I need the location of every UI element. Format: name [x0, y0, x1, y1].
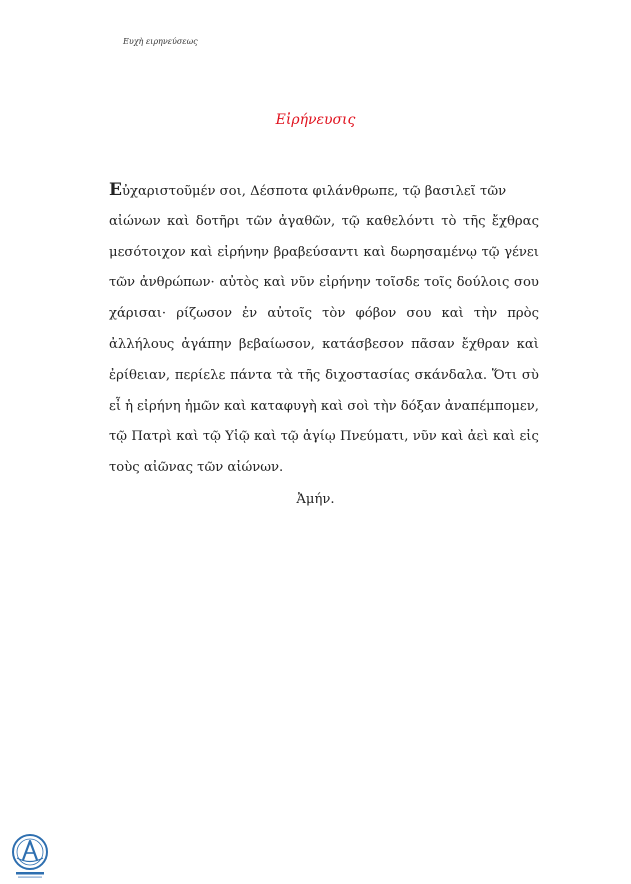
running-header: Ευχὴ ειρηνεύσεως — [123, 37, 198, 46]
prayer-line: ἐρίθειαν, περίελε πάντα τὰ τῆς διχοστασίας σκάνδαλα. Ὅτι σὺ — [109, 367, 539, 383]
prayer-line: μεσότοιχον καὶ εἰρήνην βραβεύσαντι καὶ δωρησαμένῳ τῷ γένει — [109, 244, 539, 260]
dropcap: Ε — [109, 180, 122, 200]
prayer-line: τοὺς αἰῶνας τῶν αἰώνων. — [109, 460, 284, 476]
first-line-rest: ὐχαριστοῦμέν σοι, Δέσποτα φιλάνθρωπε, τῷ βασιλεῖ τῶν — [121, 184, 507, 199]
prayer-line: ἀλλήλους ἀγάπην βεβαίωσον, κατάσβεσον πᾶσαν ἔχθραν καὶ — [109, 336, 539, 352]
amen: Ἀμήν. — [296, 492, 335, 507]
prayer-first-line — [109, 178, 506, 209]
prayer-line: εἶ ἡ εἰρήνη ἡμῶν καὶ καταφυγὴ καὶ σοὶ τὴν δόξαν ἀναπέμπομεν, — [109, 398, 539, 414]
prayer-line — [109, 178, 539, 209]
prayer-title: Εἰρήνευσις — [275, 112, 356, 128]
prayer-line: τῶν ἀνθρώπων· αὐτὸς καὶ νῦν εἰρήνην τοῖσδε τοῖς δούλοις σου — [109, 275, 539, 291]
prayer-line: αἰώνων καὶ δοτῆρι τῶν ἀγαθῶν, τῷ καθελόντι τὸ τῆς ἔχθρας — [109, 213, 539, 229]
prayer-line: τῷ Πατρὶ καὶ τῷ Υἱῷ καὶ τῷ ἁγίῳ Πνεύματι, νῦν καὶ ἀεὶ καὶ εἰς — [109, 429, 539, 445]
publisher-logo-icon — [8, 832, 52, 880]
prayer-text — [109, 178, 539, 486]
prayer-line: χάρισαι· ρίζωσον ἐν αὐτοῖς τὸν φόβον σου καὶ τὴν πρὸς — [109, 306, 539, 322]
